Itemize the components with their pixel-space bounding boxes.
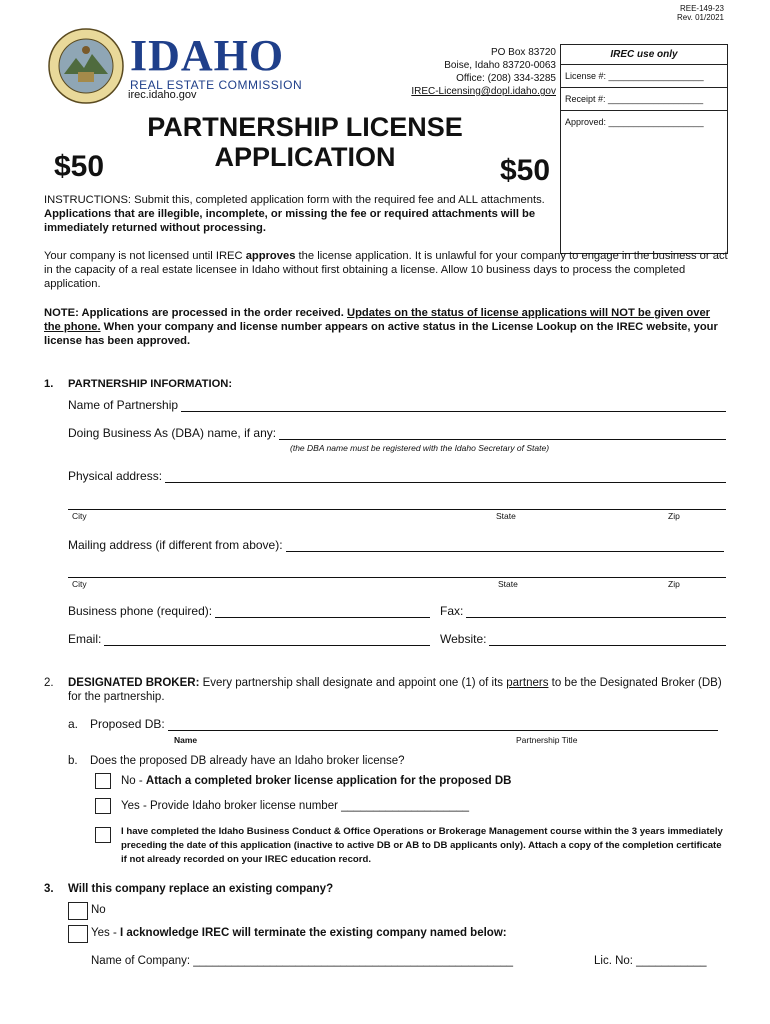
physical-address-row <box>68 469 726 483</box>
replace-no-label: No <box>91 904 106 916</box>
proposed-db-row <box>68 717 718 731</box>
replace-yes-option <box>91 927 507 939</box>
mailing-city-line[interactable] <box>68 577 726 578</box>
dba-label: Doing Business As (DBA) name, if any: <box>68 426 277 440</box>
replace-yes-acknowledgement: I acknowledge IREC will terminate the existing company named below: <box>119 927 507 939</box>
item-a-letter: a. <box>68 717 79 731</box>
dba-row <box>68 426 726 440</box>
item-b-question: Does the proposed DB already have an Idaho broker license? <box>90 755 405 767</box>
page-title <box>120 112 490 172</box>
db-no-label: No - <box>121 775 146 787</box>
title-line: APPLICATION <box>214 142 396 172</box>
mailing-state-caption: State <box>498 579 518 589</box>
address-line: Boise, Idaho 83720-0063 <box>444 60 556 71</box>
mailing-address-row <box>68 538 724 552</box>
partnership-name-field[interactable] <box>181 399 726 412</box>
fax-field[interactable] <box>466 605 726 618</box>
db-title-caption: Partnership Title <box>516 735 578 745</box>
approval-text: the license application. It is unlawful for your company to engage in the business or act in the capacity of a real estate licensee in Idaho without first obtaining a license. Allow 10 business days to process the completed application. <box>44 250 728 290</box>
business-phone-label: Business phone (required): <box>68 604 213 618</box>
fee-right: $50 <box>500 154 551 187</box>
form-revision: Rev. 01/2021 <box>677 13 724 22</box>
website-text: irec.idaho.gov <box>128 89 197 101</box>
proposed-db-label: Proposed DB: <box>90 717 165 731</box>
email-link[interactable]: IREC-Licensing@dopl.idaho.gov <box>411 86 556 97</box>
office-phone: Office: (208) 334-3285 <box>456 73 556 84</box>
irec-receipt-line: Receipt #: ___________________ <box>561 88 727 111</box>
partnership-name-label: Name of Partnership <box>68 398 179 412</box>
replace-yes-label: Yes - <box>91 927 120 939</box>
form-code <box>677 4 724 22</box>
physical-city-caption: City <box>72 511 87 521</box>
mailing-address-field[interactable] <box>286 539 724 552</box>
section-2-number: 2. <box>44 677 54 689</box>
address-line: PO Box 83720 <box>490 47 556 58</box>
irec-license-line: License #: ___________________ <box>561 65 727 88</box>
business-phone-field[interactable] <box>215 605 430 618</box>
section-3-heading: Will this company replace an existing company? <box>68 883 334 895</box>
irec-use-only-box <box>560 44 728 254</box>
item-b-letter: b. <box>68 755 78 767</box>
fax-label: Fax: <box>440 604 464 618</box>
company-license-field[interactable]: Lic. No: ___________ <box>594 955 707 967</box>
db-yes-checkbox[interactable] <box>95 798 111 814</box>
section-3-number: 3. <box>44 883 54 895</box>
section-2-body: Every partnership shall designate and appoint one (1) of its <box>199 677 507 689</box>
proposed-db-field[interactable] <box>168 718 718 731</box>
email-field[interactable] <box>104 633 430 646</box>
mailing-address-label: Mailing address (if different from above): <box>68 538 283 552</box>
logo-sub: REAL ESTATE COMMISSION <box>130 78 303 92</box>
mailing-zip-caption: Zip <box>668 579 680 589</box>
form-number: REE-149-23 <box>679 4 724 13</box>
mailing-address <box>411 46 556 98</box>
physical-address-field[interactable] <box>165 470 726 483</box>
physical-state-caption: State <box>496 511 516 521</box>
db-no-option <box>121 775 511 787</box>
approval-text: Your company is not licensed until IREC <box>44 250 246 262</box>
instructions-lead: INSTRUCTIONS: Submit this, completed application form with the required fee and ALL attachments. <box>44 194 545 206</box>
irec-box-title: IREC use only <box>561 45 727 65</box>
website-row <box>440 632 726 646</box>
dba-note: (the DBA name must be registered with the Idaho Secretary of State) <box>290 443 550 453</box>
approval-emphasis: approves <box>245 250 296 262</box>
approval-paragraph <box>44 249 728 291</box>
business-phone-row <box>68 604 430 618</box>
physical-zip-caption: Zip <box>668 511 680 521</box>
note-paragraph <box>44 306 728 348</box>
db-course-option: I have completed the Idaho Business Conduct & Office Operations or Brokerage Management course within the 3 years immediately preceding the date of this application (inactive to active DB or AB to DB applicants only). Attach a copy of the completion certificate if not already recorded on your IREC education record. <box>121 826 723 865</box>
section-1-number: 1. <box>44 378 54 390</box>
replace-no-checkbox[interactable] <box>68 902 88 920</box>
idaho-seal-icon <box>48 28 124 104</box>
website-field[interactable] <box>489 633 726 646</box>
section-2-text <box>68 676 728 704</box>
physical-address-label: Physical address: <box>68 469 163 483</box>
note-text: NOTE: Applications are processed in the order received. <box>44 307 347 319</box>
section-2-body: to be the Designated Broker (DB) for the partnership. <box>68 677 722 703</box>
email-label: Email: <box>68 632 102 646</box>
mailing-city-caption: City <box>72 579 87 589</box>
instructions <box>44 193 558 235</box>
db-no-checkbox[interactable] <box>95 773 111 789</box>
email-row <box>68 632 430 646</box>
irec-logo <box>130 31 303 92</box>
instructions-warning: Applications that are illegible, incomplete, or missing the fee or required attachments will be immediately returned without processing. <box>44 208 536 234</box>
section-1-heading: PARTNERSHIP INFORMATION: <box>68 378 233 390</box>
company-name-field[interactable]: Name of Company: __________________________________________________ <box>91 955 514 967</box>
db-no-instruction: Attach a completed broker license application for the proposed DB <box>145 775 512 787</box>
note-underlined: Updates on the status of license applications will NOT be given over the phone. <box>44 307 711 333</box>
db-course-checkbox[interactable] <box>95 827 111 843</box>
logo-main: IDAHO <box>130 31 285 80</box>
db-yes-option: Yes - Provide Idaho broker license number ____________________ <box>121 800 470 812</box>
note-text: When your company and license number appears on active status in the License Lookup on the IREC website, your license has been approved. <box>44 321 718 347</box>
section-2-underlined: partners <box>506 677 549 689</box>
partnership-name-row <box>68 398 726 412</box>
section-2-heading: DESIGNATED BROKER: <box>68 677 200 689</box>
irec-approved-line: Approved: ___________________ <box>565 117 704 127</box>
dba-field[interactable] <box>279 427 726 440</box>
website-label: Website: <box>440 632 487 646</box>
fax-row <box>440 604 726 618</box>
fee-left: $50 <box>54 150 105 183</box>
physical-city-line[interactable] <box>68 509 726 510</box>
title-line: PARTNERSHIP LICENSE <box>147 112 463 142</box>
db-name-caption: Name <box>174 735 198 745</box>
replace-yes-checkbox[interactable] <box>68 925 88 943</box>
